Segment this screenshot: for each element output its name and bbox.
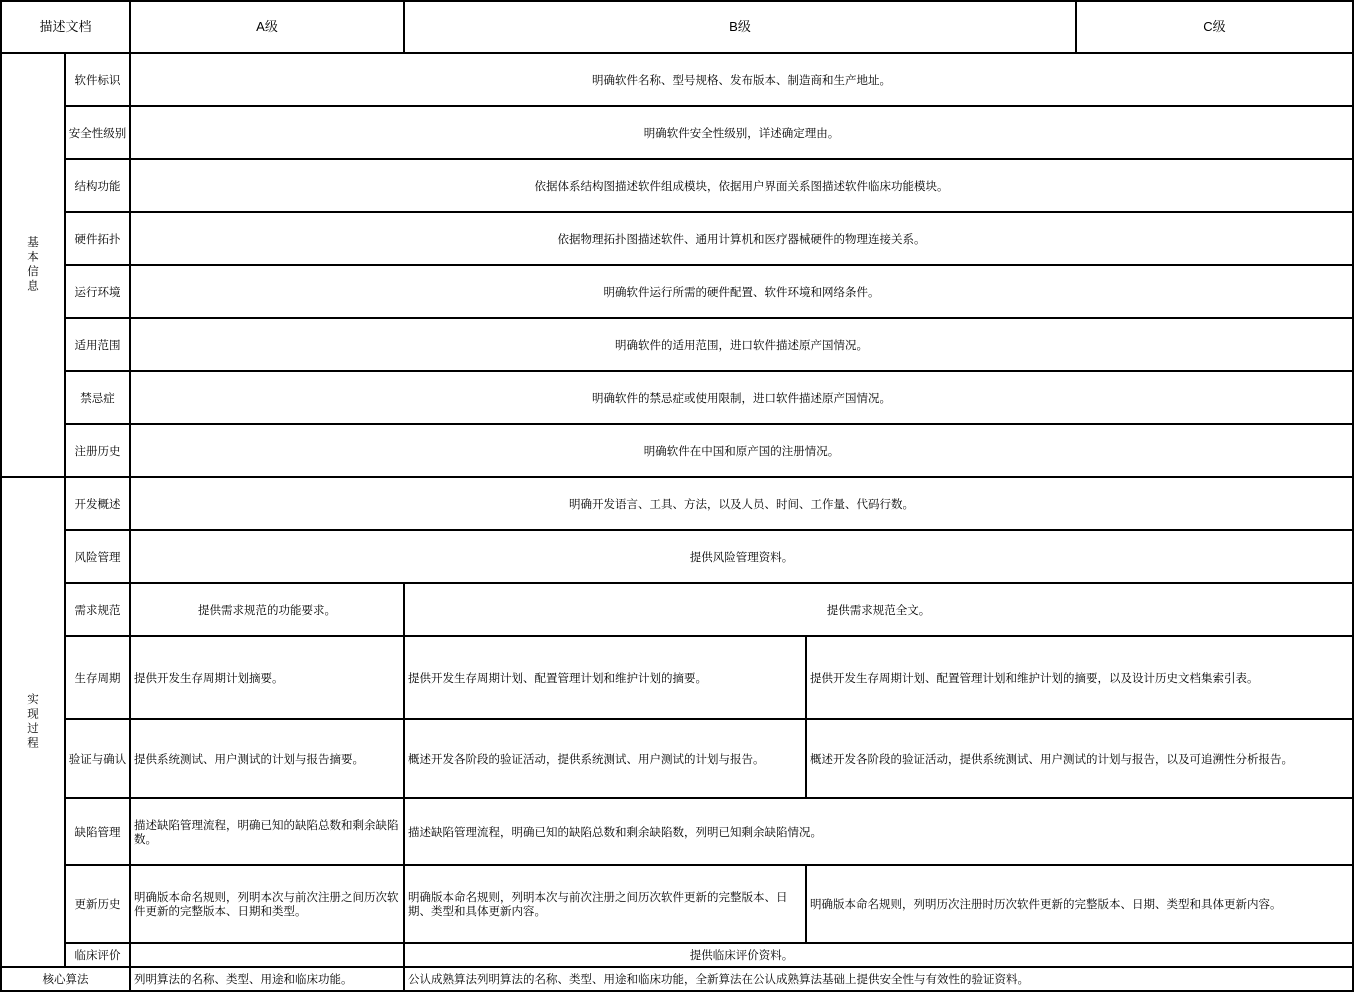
row-label-lifecycle: 生存周期	[74, 670, 121, 685]
header-level-a: A级	[256, 19, 278, 34]
row-text-registration-history: 明确软件在中国和原产国的注册情况。	[643, 443, 840, 458]
row-a-core-algorithm: 列明算法的名称、类型、用途和临床功能。	[134, 972, 353, 986]
row-text-software-id: 明确软件名称、型号规格、发布版本、制造商和生产地址。	[592, 72, 891, 87]
row-text-contraindication: 明确软件的禁忌症或使用限制，进口软件描述原产国情况。	[592, 390, 891, 405]
row-label-software-id: 软件标识	[74, 72, 121, 87]
row-a-verification: 提供系统测试、用户测试的计划与报告摘要。	[134, 751, 364, 766]
row-label-verification: 验证与确认	[68, 751, 127, 766]
row-a-defects: 描述缺陷管理流程，明确已知的缺陷总数和剩余缺陷数。	[134, 817, 399, 846]
row-bc-requirements: 提供需求规范全文。	[826, 602, 931, 617]
row-text-hardware: 依据物理拓扑图描述软件、通用计算机和医疗器械硬件的物理连接关系。	[557, 231, 926, 246]
group-implementation-label: 实现过程	[26, 693, 40, 751]
row-label-runtime: 运行环境	[74, 284, 121, 299]
group-basic-info	[2, 54, 64, 476]
row-label-hardware: 硬件拓扑	[74, 231, 121, 246]
row-text-scope: 明确软件的适用范围，进口软件描述原产国情况。	[615, 337, 868, 352]
row-bc-core-algorithm: 公认成熟算法列明算法的名称、类型、用途和临床功能，全新算法在公认成熟算法基础上提供安全性与有效性的验证资料。	[408, 972, 1029, 986]
row-text-structure: 依据体系结构图描述软件组成模块，依据用户界面关系图描述软件临床功能模块。	[534, 178, 949, 193]
row-text-dev-overview: 明确开发语言、工具、方法，以及人员、时间、工作量、代码行数。	[569, 496, 914, 511]
row-c-lifecycle: 提供开发生存周期计划、配置管理计划和维护计划的摘要，以及设计历史文档集索引表。	[810, 670, 1259, 685]
row-text-safety: 明确软件安全性级别，详述确定理由。	[643, 125, 840, 140]
row-c-update-history: 明确版本命名规则，列明历次注册时历次软件更新的完整版本、日期、类型和具体更新内容。	[810, 897, 1282, 911]
row-c-verification: 概述开发各阶段的验证活动，提供系统测试、用户测试的计划与报告，以及可追溯性分析报告。	[810, 751, 1293, 766]
row-b-update-history: 明确版本命名规则，列明本次与前次注册之间历次软件更新的完整版本、日期、类型和具体更新内容。	[408, 890, 788, 918]
row-text-risk: 提供风险管理资料。	[689, 549, 794, 564]
header-level-b: B级	[729, 19, 751, 34]
row-label-scope: 适用范围	[74, 337, 121, 352]
row-label-registration-history: 注册历史	[74, 443, 121, 458]
group-implementation	[2, 478, 64, 966]
header-level-c: C级	[1203, 19, 1226, 34]
row-label-risk: 风险管理	[74, 549, 121, 564]
row-label-contraindication: 禁忌症	[80, 390, 115, 405]
row-b-verification: 概述开发各阶段的验证活动，提供系统测试、用户测试的计划与报告。	[408, 751, 765, 766]
row-a-update-history: 明确版本命名规则，列明本次与前次注册之间历次软件更新的完整版本、日期和类型。	[134, 890, 399, 918]
row-label-safety: 安全性级别	[68, 125, 127, 140]
row-label-defects: 缺陷管理	[74, 824, 121, 839]
row-text-runtime: 明确软件运行所需的硬件配置、软件环境和网络条件。	[603, 284, 880, 299]
header-doc: 描述文档	[39, 19, 92, 34]
row-a-requirements: 提供需求规范的功能要求。	[198, 602, 336, 617]
row-label-update-history: 更新历史	[74, 897, 121, 911]
row-text-clinical: 提供临床评价资料。	[689, 948, 794, 962]
row-b-lifecycle: 提供开发生存周期计划、配置管理计划和维护计划的摘要。	[408, 670, 707, 685]
group-basic-info-label: 基本信息	[26, 236, 40, 294]
row-label-clinical: 临床评价	[74, 948, 121, 962]
row-label-requirements: 需求规范	[74, 602, 121, 617]
row-a-lifecycle: 提供开发生存周期计划摘要。	[134, 670, 284, 685]
group-core-algorithm: 核心算法	[42, 972, 89, 986]
row-bc-defects: 描述缺陷管理流程，明确已知的缺陷总数和剩余缺陷数，列明已知剩余缺陷情况。	[408, 824, 822, 839]
row-label-structure: 结构功能	[74, 178, 121, 193]
row-label-dev-overview: 开发概述	[74, 496, 121, 511]
